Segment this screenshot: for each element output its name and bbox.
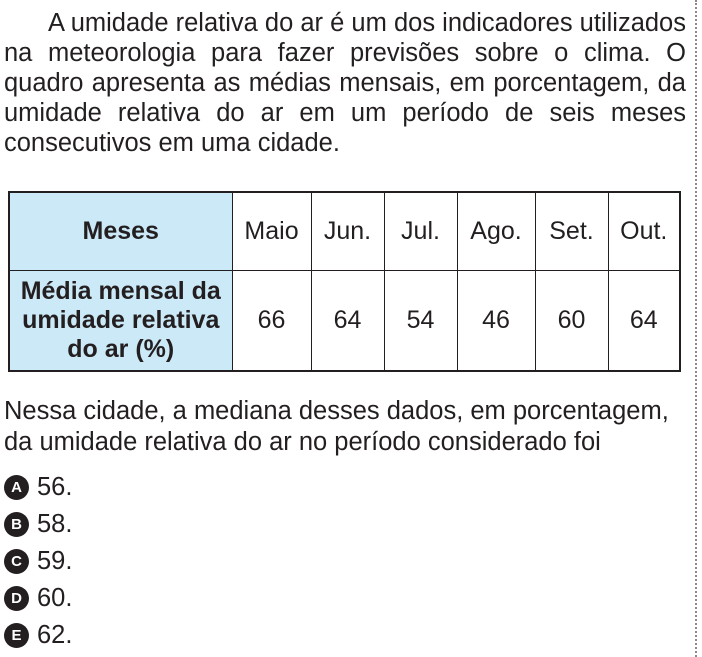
page-margin-rule: [695, 0, 697, 657]
option-text: 62.: [37, 621, 73, 649]
month-cell: Jun.: [311, 192, 384, 270]
row-label-cell: Média mensal da umidade relativa do ar (%): [9, 270, 232, 371]
option-text: 59.: [37, 547, 73, 575]
option-text: 58.: [37, 510, 73, 538]
option-letter-badge: C: [4, 549, 29, 574]
value-cell: 64: [311, 270, 384, 371]
option-text: 60.: [37, 584, 73, 612]
month-cell: Maio: [232, 192, 311, 270]
value-cell: 66: [232, 270, 311, 371]
month-cell: Set.: [535, 192, 608, 270]
header-label-cell: Meses: [9, 192, 232, 270]
option-e[interactable]: [4, 617, 72, 654]
month-cell: Jul.: [384, 192, 457, 270]
value-cell: 60: [535, 270, 608, 371]
option-b[interactable]: [4, 506, 72, 543]
answer-options: [4, 469, 72, 654]
question-text: Nessa cidade, a mediana desses dados, em porcentagem, da umidade relativa do ar no período considerado foi: [4, 397, 669, 456]
month-cell: Ago.: [457, 192, 535, 270]
intro-paragraph: A umidade relativa do ar é um dos indicadores utilizados na meteorologia para fazer previsões sobre o clima. O quadro apresenta as médias mensais, em porcentagem, da umidade relativa do ar em um período de seis meses consecutivos em uma cidade.: [4, 9, 686, 157]
option-letter-badge: E: [4, 623, 29, 648]
value-cell: 54: [384, 270, 457, 371]
option-letter-badge: A: [4, 475, 29, 500]
month-cell: Out.: [608, 192, 680, 270]
option-text: 56.: [37, 473, 73, 501]
option-d[interactable]: [4, 580, 72, 617]
values-row: [9, 270, 680, 371]
months-row: [9, 192, 680, 270]
option-letter-badge: D: [4, 586, 29, 611]
option-a[interactable]: [4, 469, 72, 506]
humidity-table: [8, 191, 681, 372]
value-cell: 64: [608, 270, 680, 371]
option-letter-badge: B: [4, 512, 29, 537]
value-cell: 46: [457, 270, 535, 371]
option-c[interactable]: [4, 543, 72, 580]
